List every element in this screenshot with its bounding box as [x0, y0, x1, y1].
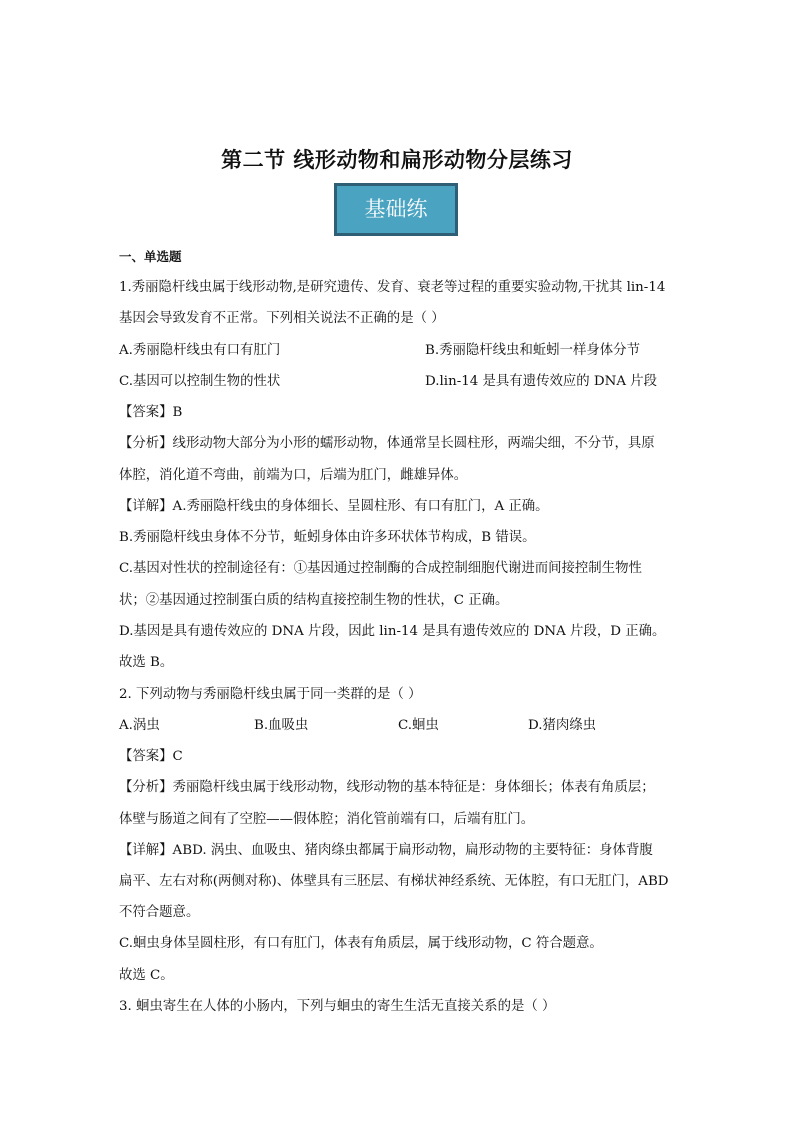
q2-option-c: C.蛔虫 — [398, 718, 439, 733]
q2-detail-line4: C.蛔虫身体呈圆柱形，有口有肛门，体表有角质层，属于线形动物，C 符合题意。 — [119, 936, 603, 951]
q1-option-a: A.秀丽隐杆线虫有口有肛门 — [119, 343, 281, 358]
q1-option-d: D.lin-14 是具有遗传效应的 DNA 片段 — [425, 374, 658, 389]
level-badge: 基础练 — [334, 183, 458, 236]
q2-analysis-line2: 体壁与肠道之间有了空腔——假体腔；消化管前端有口，后端有肛门。 — [119, 812, 535, 827]
q3-stem: 3. 蛔虫寄生在人体的小肠内，下列与蛔虫的寄生生活无直接关系的是（ ） — [119, 999, 556, 1014]
q2-option-d: D.猪肉绦虫 — [528, 718, 597, 733]
q1-detail-line1: 【详解】A.秀丽隐杆线虫的身体细长、呈圆柱形、有口有肛门，A 正确。 — [119, 499, 549, 514]
q2-answer: 【答案】C — [119, 749, 183, 764]
q2-detail-line2: 扁平、左右对称(两侧对称)、体壁具有三胚层、有梯状神经系统、无体腔，有口无肛门，ABD — [119, 874, 669, 889]
q2-option-a: A.涡虫 — [119, 718, 160, 733]
q1-stem-line1: 1.秀丽隐杆线虫属于线形动物,是研究遗传、发育、衰老等过程的重要实验动物,干扰其 lin-14 — [119, 280, 666, 295]
section-heading: 一、单选题 — [119, 249, 182, 264]
q1-analysis-line2: 体腔，消化道不弯曲，前端为口，后端为肛门，雌雄异体。 — [119, 468, 468, 483]
page-title: 第二节 线形动物和扁形动物分层练习 — [221, 148, 573, 172]
q1-option-b: B.秀丽隐杆线虫和蚯蚓一样身体分节 — [425, 343, 640, 358]
q2-stem: 2. 下列动物与秀丽隐杆线虫属于同一类群的是（ ） — [119, 687, 422, 702]
q2-detail-line3: 不符合题意。 — [119, 905, 200, 920]
q1-option-c: C.基因可以控制生物的性状 — [119, 374, 281, 389]
q2-detail-line1: 【详解】ABD. 涡虫、血吸虫、猪肉绦虫都属于扁形动物，扁形动物的主要特征：身体背腹 — [119, 843, 653, 858]
q1-detail-line5: D.基因是具有遗传效应的 DNA 片段，因此 lin-14 是具有遗传效应的 DNA 片段，D 正确。 — [119, 624, 666, 639]
q1-stem-line2: 基因会导致发育不正常。下列相关说法不正确的是（ ） — [119, 311, 445, 326]
q1-answer: 【答案】B — [119, 405, 183, 420]
q2-option-b: B.血吸虫 — [254, 718, 309, 733]
q2-conclusion: 故选 C。 — [119, 968, 174, 983]
q1-detail-line4: 状；②基因通过控制蛋白质的结构直接控制生物的性状，C 正确。 — [119, 593, 509, 608]
q1-detail-line2: B.秀丽隐杆线虫身体不分节，蚯蚓身体由许多环状体节构成，B 错误。 — [119, 530, 536, 545]
q1-detail-line3: C.基因对性状的控制途径有：①基因通过控制酶的合成控制细胞代谢进而间接控制生物性 — [119, 561, 642, 576]
q1-conclusion: 故选 B。 — [119, 655, 174, 670]
q1-analysis-line1: 【分析】线形动物大部分为小形的蠕形动物，体通常呈长圆柱形，两端尖细，不分节，具原 — [119, 436, 655, 451]
q2-analysis-line1: 【分析】秀丽隐杆线虫属于线形动物，线形动物的基本特征是：身体细长；体表有角质层； — [119, 780, 655, 795]
